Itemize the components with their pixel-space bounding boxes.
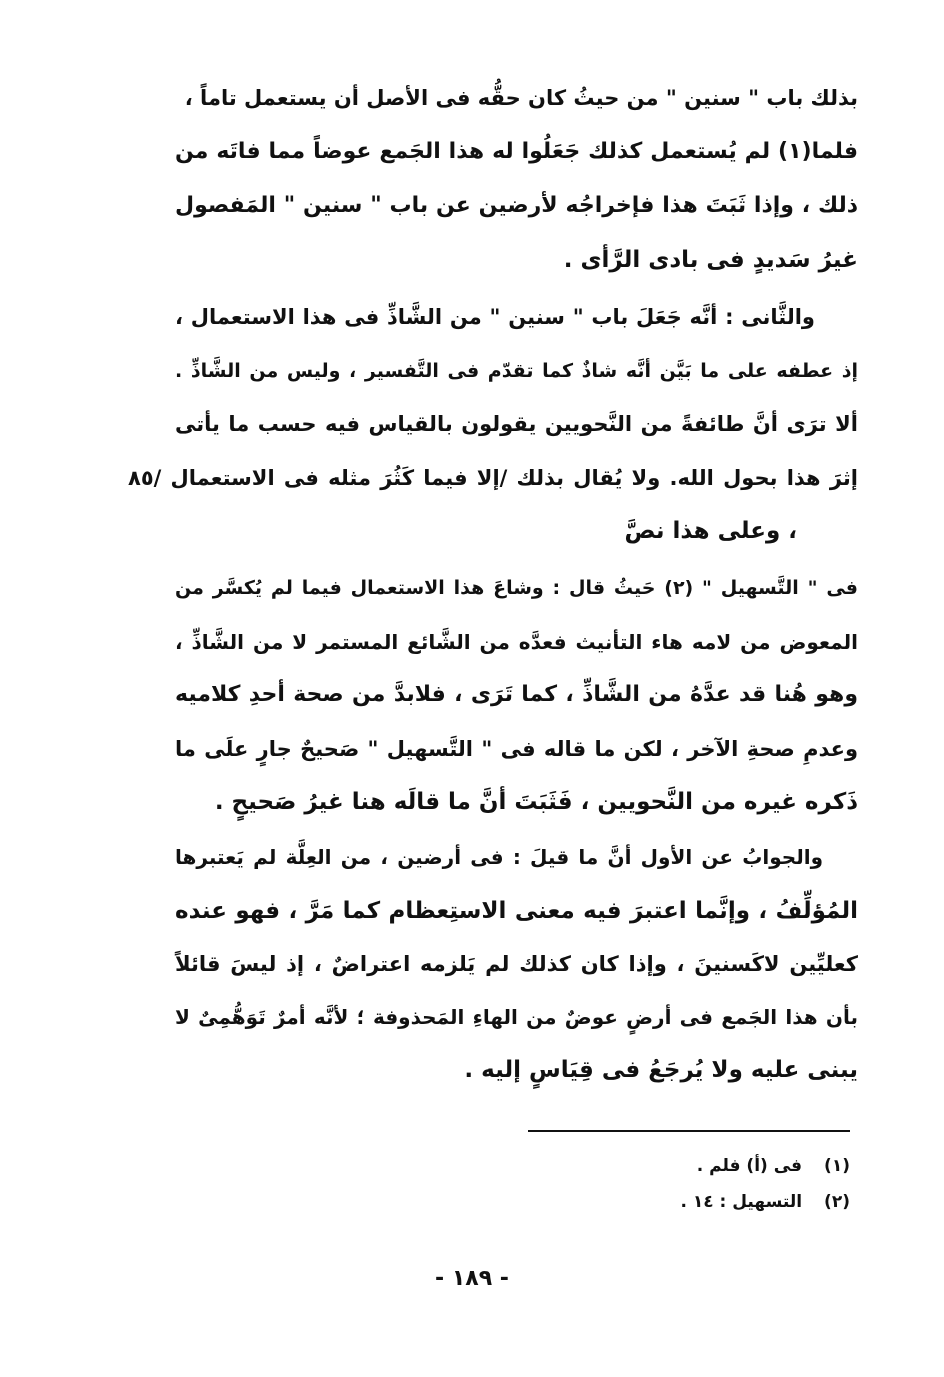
paragraph-4-line-1: والجوابُ عن الأول أنَّ ما قيلَ : فى أرضين ، من العِلَّة لم يَعتبرها <box>175 845 823 869</box>
footnote-1-number: (١) <box>824 1156 850 1176</box>
paragraph-2-line-2: إذ عطفه على ما بَيَّن أنَّه شاذٌ كما تقدّم فى التَّفسير ، وليس من الشَّاذِّ . <box>175 360 858 382</box>
footnote-1 <box>697 1153 850 1179</box>
paragraph-4-line-3: كعليِّين لاكَسنينَ ، وإذا كان كذلك لم يَلزمه اعتراضٌ ، إذ ليسَ قائلاً <box>175 952 858 976</box>
paragraph-3-line-4: وعدمِ صحةِ الآخر ، لكن ما قاله فى " التَّسهيل " صَحيحٌ جارٍ علَى ما <box>175 737 858 761</box>
paragraph-2-line-1: والثَّانى : أنَّه جَعَلَ باب " سنين " من الشَّاذِّ فى هذا الاستعمال ، <box>175 305 815 329</box>
paragraph-2-line-3: ألا ترَى أنَّ طائفةً من النَّحويين يقولون بالقياس فيه حسب ما يأتى <box>175 412 858 436</box>
footnote-2-number: (٢) <box>824 1192 850 1212</box>
page-number: - ١٨٩ - <box>435 1266 509 1291</box>
paragraph-1-line-2: فلما(١) لم يُستعمل كذلك جَعَلُوا له هذا الجَمع عوضاً مما فاتَه من <box>175 139 858 164</box>
paragraph-4-line-2: المُؤلِّفُ ، وإنَّما اعتبرَ فيه معنى الاستِعظام كما مَرَّ ، فهو عنده <box>175 898 858 924</box>
footnote-1-text: فى (أ) فلم . <box>696 1156 803 1176</box>
paragraph-2-line-5: ، وعلى هذا نصَّ <box>624 518 797 544</box>
paragraph-1-line-1: بذلك باب " سنين " من حيثُ كان حقُّه فى الأصل أن يستعمل تاماً ، <box>184 86 858 110</box>
paragraph-3-line-5: ذَكره غيره من النَّحويين ، فَثَبَتَ أنَّ ما قالَه هنا غيرُ صَحيحٍ . <box>214 789 858 815</box>
paragraph-1-line-4: غيرُ سَديدٍ فى بادى الرَّأى . <box>563 247 858 273</box>
footnote-2 <box>680 1189 850 1215</box>
paragraph-2-line-4: إثرَ هذا بحول الله. ولا يُقال بذلك /إلا فيما كَثُرَ مثله فى الاستعمال /٨٥ <box>128 466 858 490</box>
footnote-separator <box>528 1130 850 1132</box>
paragraph-1-line-3: ذلك ، وإذا ثَبَتَ هذا فإخراجُه لأرضين عن باب " سنين " المَفصول <box>175 193 858 218</box>
footnote-2-text: التسهيل : ١٤ . <box>680 1192 803 1212</box>
paragraph-3-line-3: وهو هُنا قد عدَّهُ من الشَّاذِّ ، كما تَرَى ، فلابدَّ من صحة أحدِ كلاميه <box>175 682 858 707</box>
paragraph-3-line-2: المعوض من لامه هاء التأنيث فعدَّه من الشَّائع المستمر لا من الشَّاذِّ ، <box>175 630 858 654</box>
paragraph-3-line-1: فى " التَّسهيل " (٢) حَيثُ قال : وشاعَ هذا الاستعمال فيما لم يُكسَّر من <box>175 577 858 599</box>
paragraph-4-line-5: يبنى عليه ولا يُرجَعُ فى قِيَاسٍ إليه . <box>464 1057 858 1083</box>
paragraph-4-line-4: بأن هذا الجَمع فى أرضٍ عوضٌ من الهاءِ المَحذوفة ؛ لأنَّه أمرٌ تَوَهُّمِىٌ لا <box>175 1005 858 1029</box>
